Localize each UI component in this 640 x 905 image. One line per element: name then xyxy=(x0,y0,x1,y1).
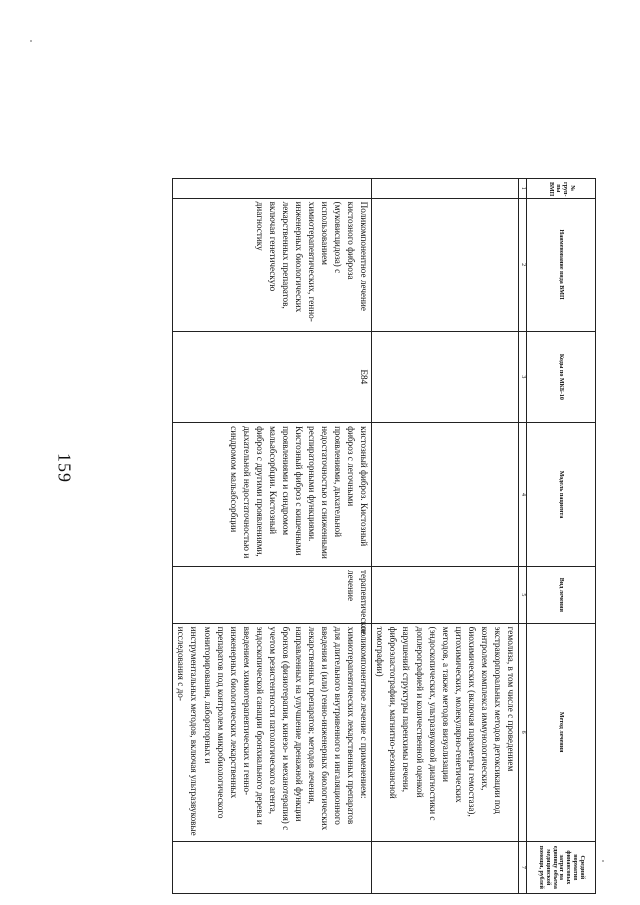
empty-cell xyxy=(372,566,519,623)
header-cost-standard: Средний норматив финансовых затрат на единицу объема медицинской помощи, рублей xyxy=(527,841,596,893)
patient-model-cell: кистозный фиброз. Кистозный фиброз с легочными проявлениями, дыхательной недостаточностью и сниженными респираторными функциями. Кистозный фиброз с кишечными проявлениями и синдромом мальабсорбции. Кистозный фиброз с другими проявлениями, дыхательной недостаточностью и синдромом мальабсорбции xyxy=(173,423,372,567)
column-number: 3 xyxy=(519,331,527,423)
treatment-type-cell: терапевтическое лечение xyxy=(173,566,372,623)
group-number-cell xyxy=(173,179,372,199)
empty-cell xyxy=(372,841,519,893)
page-number: 159 xyxy=(54,453,75,483)
vmp-name-cell: Поликомпонентное лечение кистозного фиброза (муковисцидоза) с использованием химиотерапевтических, генно-инженерных биологических лекарственных препаратов, включая генетическую диагностику xyxy=(173,198,372,331)
empty-cell xyxy=(372,423,519,567)
scan-speck xyxy=(30,40,32,42)
cost-cell xyxy=(173,841,372,893)
icd-code-cell: E84 xyxy=(173,331,372,423)
rotated-table-frame xyxy=(96,178,596,894)
column-number: 7 xyxy=(519,841,527,893)
column-number: 4 xyxy=(519,423,527,567)
header-patient-model: Модель пациента xyxy=(527,423,596,567)
column-number: 2 xyxy=(519,198,527,331)
header-treatment-method: Метод лечения xyxy=(527,623,596,841)
empty-cell xyxy=(372,198,519,331)
treatment-method-cell: поликомпонентное лечение с применением: химиотерапевтических лекарственных препаратов для длительного внутривенного и ингаляционного введения и (или) генно-инженерных биологических лекарственных препаратов; методов лечения, направленных на улучшение дренажной функции бронхов (физиотерапия, кинезо- и механотерапия) с учетом резистентности патологического агента, эндоскопической санации бронхиального дерева и введением химиотерапевтических и генно-инженерных биологических лекарственных препаратов под контролем микробиологического мониторирования, лабораторных и инструментальных методов, включая ультразвуковые исследования с до- xyxy=(173,623,372,841)
column-number: 6 xyxy=(519,623,527,841)
scan-speck xyxy=(602,860,604,862)
header-vmp-name: Наименование вида ВМП xyxy=(527,198,596,331)
table-container xyxy=(96,178,596,894)
continuation-method-cell: гемолиза, в том числе с проведением экстракорпоральных методов детоксикации под контролем комплекса иммунологических, биохимических (включая параметры гемостаза), цитохимических, молекулярно-генетических методов, а также методов визуализации (эндоскопических, ультразвуковой диагностики с доплерографией и количественной оценкой нарушений структуры паренхимы печени, фиброэластографии, магнитно-резонансной томографии) xyxy=(372,623,519,841)
vmp-table xyxy=(172,178,596,894)
continuation-row xyxy=(372,179,519,894)
column-number-row xyxy=(519,179,527,894)
header-icd-codes: Коды по МКБ-10 xyxy=(527,331,596,423)
header-group-number: № груп-пы ВМП xyxy=(527,179,596,199)
header-row xyxy=(527,179,596,894)
empty-cell xyxy=(372,179,519,199)
header-treatment-type: Вид лечения xyxy=(527,566,596,623)
column-number: 5 xyxy=(519,566,527,623)
empty-cell xyxy=(372,331,519,423)
table-row xyxy=(173,179,372,894)
column-number: 1 xyxy=(519,179,527,199)
